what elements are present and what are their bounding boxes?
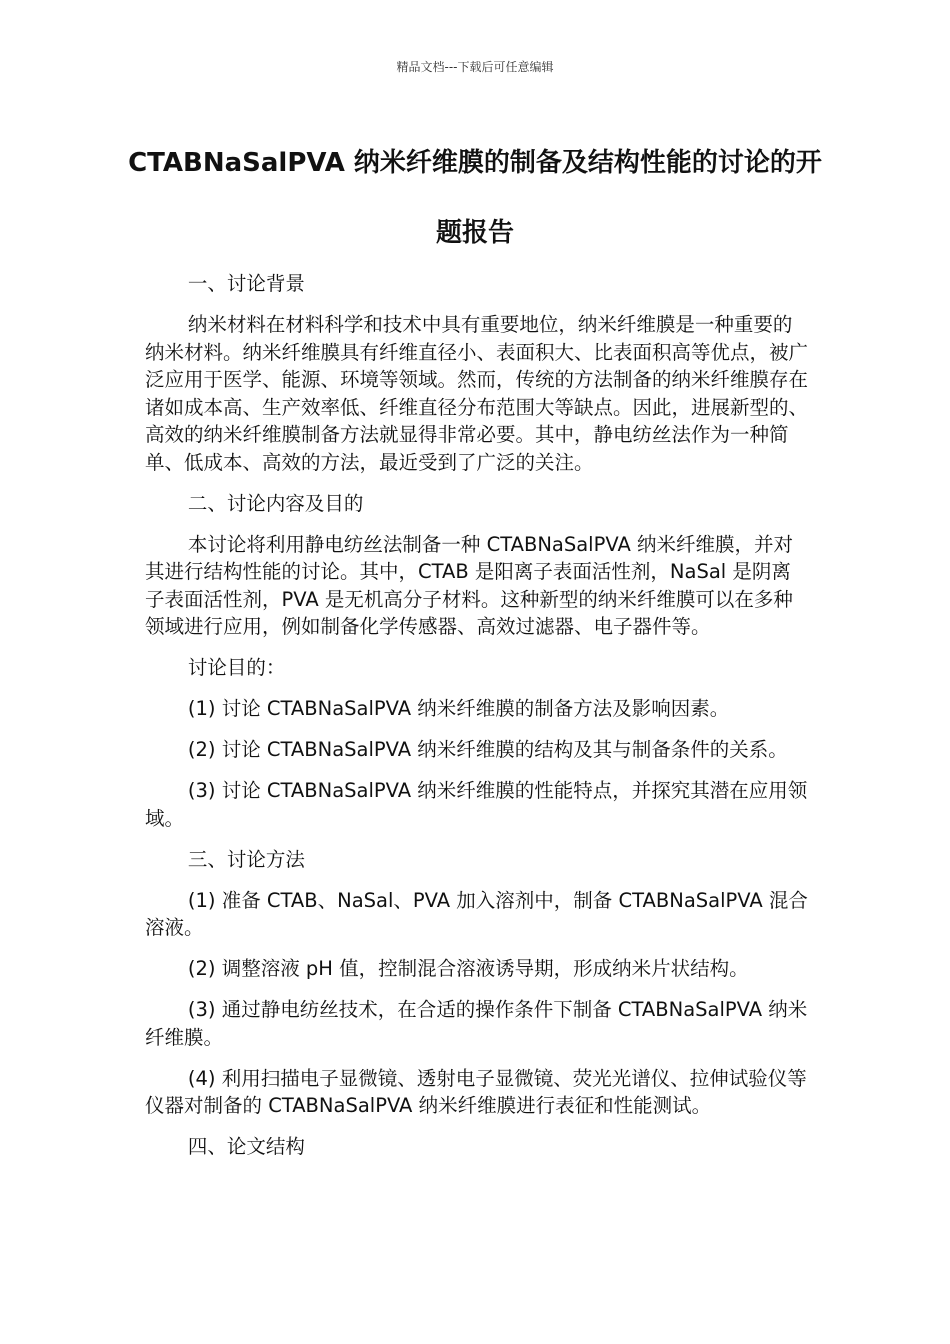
purpose-item: (1) 讨论 CTABNaSalPVA 纳米纤维膜的制备方法及影响因素。 xyxy=(187,697,730,720)
document-title: CTABNaSalPVA 纳米纤维膜的制备及结构性能的讨论的开题报告 xyxy=(128,148,822,248)
section-heading-structure: 四、论文结构 xyxy=(187,1135,305,1158)
section-heading-method: 三、讨论方法 xyxy=(187,847,305,871)
method-item: (2) 调整溶液 pH 值，控制混合溶液诱导期，形成纳米片状结构。 xyxy=(187,957,749,980)
paragraph-background: 纳米材料在材料科学和技术中具有重要地位，纳米纤维膜是一种重要的纳米材料。纳米纤维膜具有纤维直径小、表面积大、比表面积高等优点，被广泛应用于医学、能源、环境等领域。然而，传统的方法制备的纳米纤维膜存在诸如成本高、生产效率低、纤维直径分布范围大等缺点。因此，进展新型的、高效的纳米纤维膜制备方法就显得非常必要。其中，静电纺丝法作为一种简单、低成本、高效的方法，最近受到了广泛的关注。 xyxy=(145,313,809,474)
purpose-item: (2) 讨论 CTABNaSalPVA 纳米纤维膜的结构及其与制备条件的关系。 xyxy=(187,738,788,761)
header-note: 精品文档---下载后可任意编辑 xyxy=(396,60,554,74)
purpose-item: (3) 讨论 CTABNaSalPVA 纳米纤维膜的性能特点，并探究其潜在应用领域。 xyxy=(145,779,808,830)
document-body xyxy=(145,270,810,1174)
purpose-label: 讨论目的： xyxy=(187,656,286,679)
method-item: (4) 利用扫描电子显微镜、透射电子显微镜、荧光光谱仪、拉伸试验仪等仪器对制备的 CTABNaSalPVA 纳米纤维膜进行表征和性能测试。 xyxy=(145,1066,807,1117)
method-item: (3) 通过静电纺丝技术，在合适的操作条件下制备 CTABNaSalPVA 纳米纤维膜。 xyxy=(145,998,808,1049)
section-heading-content: 二、讨论内容及目的 xyxy=(187,491,364,515)
section-heading-background: 一、讨论背景 xyxy=(187,272,305,295)
method-item: (1) 准备 CTAB、NaSal、PVA 加入溶剂中，制备 CTABNaSalPVA 混合溶液。 xyxy=(145,888,808,939)
paragraph-content: 本讨论将利用静电纺丝法制备一种 CTABNaSalPVA 纳米纤维膜，并对其进行结构性能的讨论。其中，CTAB 是阳离子表面活性剂，NaSal 是阴离子表面活性剂，PVA 是无机高分子材料。这种新型的纳米纤维膜可以在多种领域进行应用，例如制备化学传感器、高效过滤器、电子器件等。 xyxy=(145,532,793,638)
